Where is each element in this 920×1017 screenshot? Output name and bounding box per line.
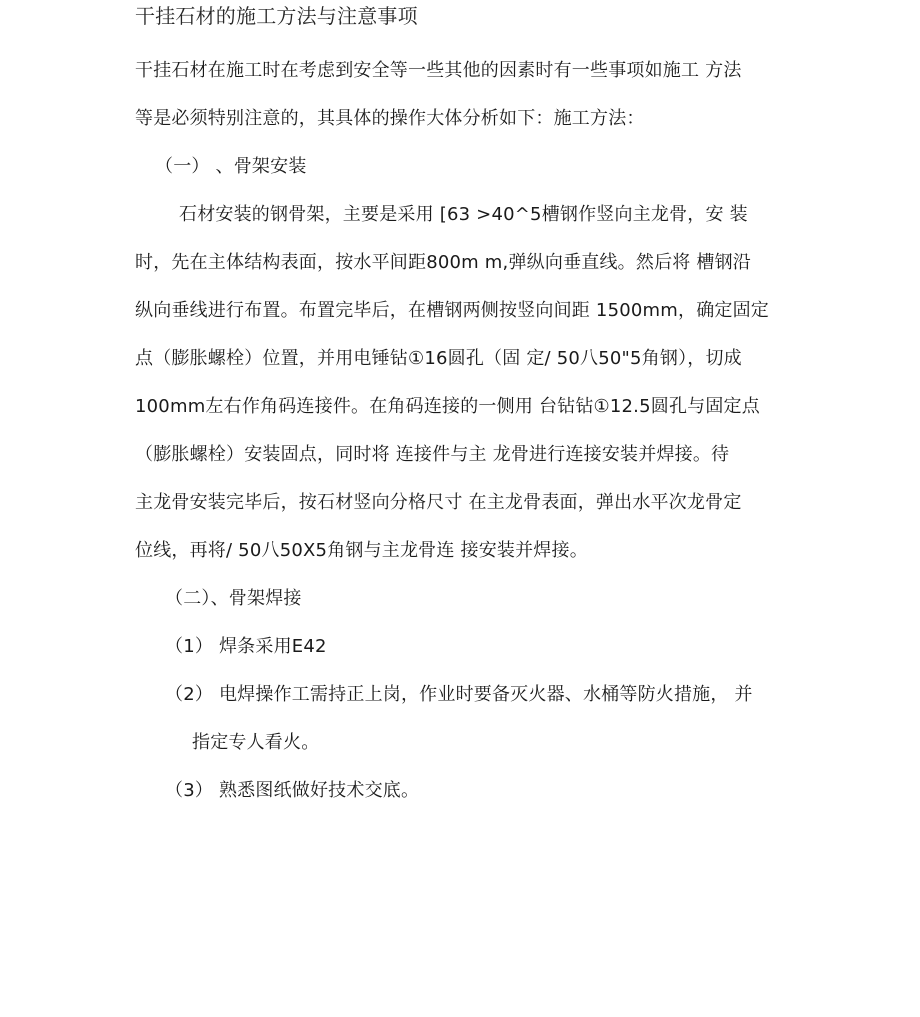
- section-1-line-3: 纵向垂线进行布置。布置完毕后，在槽钢两侧按竖向间距 1500mm，确定固定: [135, 300, 769, 321]
- section-1-line-5: 100mm左右作角码连接件。在角码连接的一侧用 台钻钻①12.5圆孔与固定点: [135, 396, 760, 417]
- intro-line-2: 等是必须特别注意的，其具体的操作大体分析如下：施工方法：: [135, 108, 645, 129]
- section-1-heading: （一） 、骨架安装: [155, 156, 307, 177]
- section-2-item-2: （2） 电焊操作工需持正上岗，作业时要备灭火器、水桶等防火措施， 并: [165, 684, 753, 705]
- intro-line-1: 干挂石材在施工时在考虑到安全等一些其他的因素时有一些事项如施工 方法: [135, 60, 742, 81]
- section-1-line-7: 主龙骨安装完毕后，按石材竖向分格尺寸 在主龙骨表面，弹出水平次龙骨定: [135, 492, 742, 513]
- section-1-line-8: 位线，再将/ 50八50X5角钢与主龙骨连 接安装并焊接。: [135, 540, 588, 561]
- section-1-line-4: 点（膨胀螺栓）位置，并用电锤钻①16圆孔（固 定/ 50八50"5角钢），切成: [135, 348, 742, 369]
- section-1-line-6: （膨胀螺栓）安装固点，同时将 连接件与主 龙骨进行连接安装并焊接。待: [135, 444, 730, 465]
- section-2-item-2-continued: 指定专人看火。: [192, 732, 320, 753]
- section-2-item-3: （3） 熟悉图纸做好技术交底。: [165, 780, 420, 801]
- section-2-item-1: （1） 焊条采用E42: [165, 636, 327, 657]
- section-1-line-1: 石材安装的钢骨架，主要是采用 [63 >40^5槽钢作竖向主龙骨，安 装: [179, 204, 748, 225]
- document-title: 干挂石材的施工方法与注意事项: [135, 4, 418, 28]
- section-2-heading: （二）、骨架焊接: [165, 588, 302, 609]
- section-1-line-2: 时，先在主体结构表面，按水平间距800m m,弹纵向垂直线。然后将 槽钢沿: [135, 252, 751, 273]
